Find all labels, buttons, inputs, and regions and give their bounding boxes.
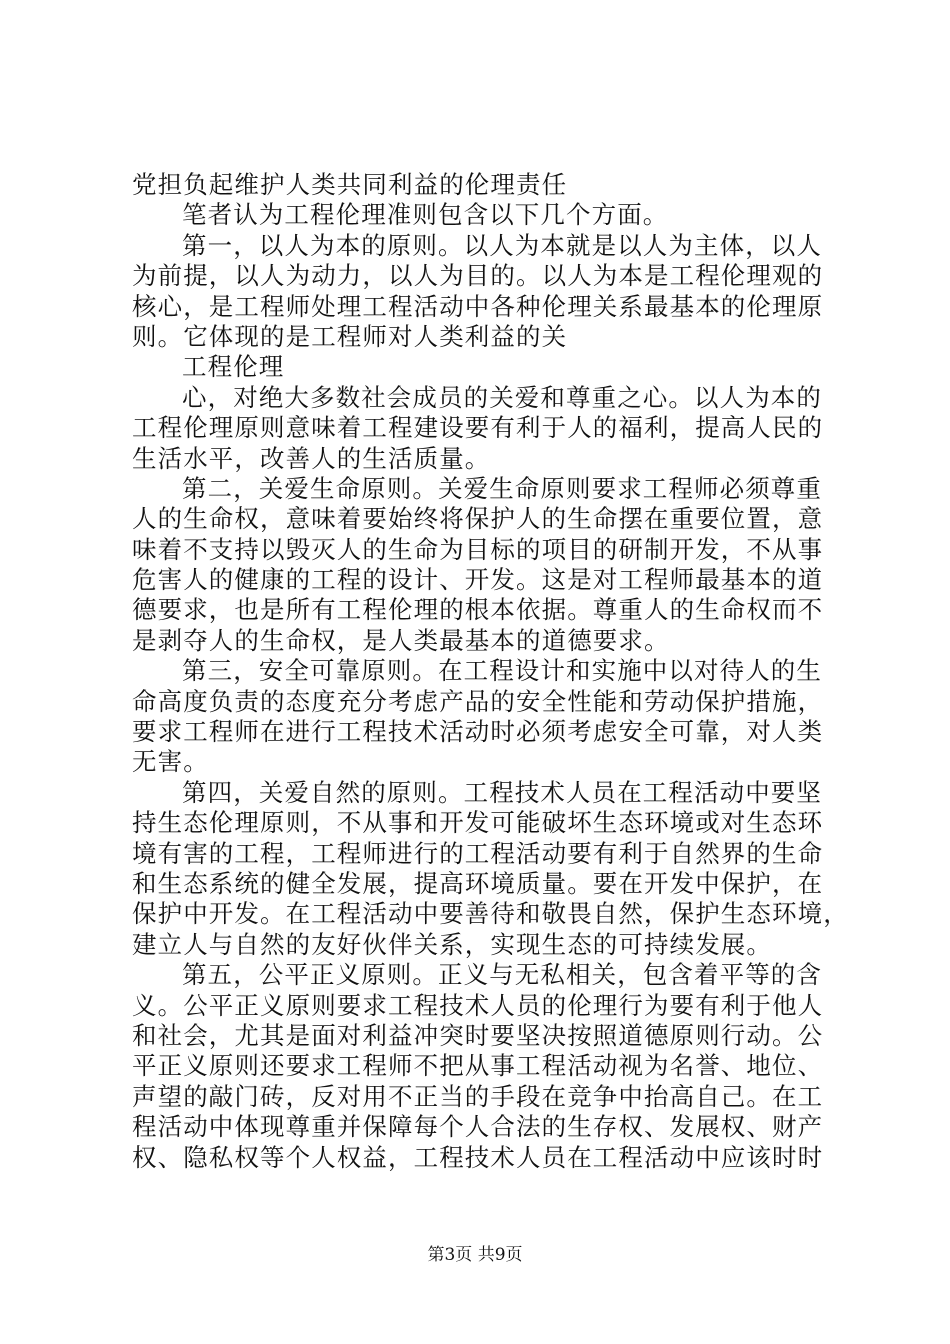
text-line: 权、隐私权等个人权益，工程技术人员在工程活动中应该时时 (132, 1142, 824, 1172)
text-line: 人的生命权，意味着要始终将保护人的生命摆在重要位置，意 (132, 504, 824, 534)
text-line: 是剥夺人的生命权，是人类最基本的道德要求。 (132, 625, 670, 655)
text-line: 工程伦理 (182, 352, 285, 382)
text-line: 为前提，以人为动力，以人为目的。以人为本是工程伦理观的 (132, 261, 824, 291)
text-line: 核心，是工程师处理工程活动中各种伦理关系最基本的伦理原 (132, 291, 824, 321)
text-line: 要求工程师在进行工程技术活动时必须考虑安全可靠，对人类 (132, 717, 824, 747)
page-number-footer: 第3页 共9页 (427, 1245, 523, 1265)
text-line: 则。它体现的是工程师对人类利益的关 (132, 321, 568, 351)
text-line: 持生态伦理原则，不从事和开发可能破坏生态环境或对生态环 (132, 808, 824, 838)
text-line: 工程伦理原则意味着工程建设要有利于人的福利，提高人民的 (132, 413, 824, 443)
text-line: 境有害的工程，工程师进行的工程活动要有利于自然界的生命 (132, 838, 824, 868)
text-line: 第四，关爱自然的原则。工程技术人员在工程活动中要坚 (182, 777, 822, 807)
text-line: 味着不支持以毁灭人的生命为目标的项目的研制开发，不从事 (132, 534, 824, 564)
text-line: 平正义原则还要求工程师不把从事工程活动视为名誉、地位、 (132, 1051, 824, 1081)
text-line: 无害。 (132, 747, 209, 777)
text-line: 和生态系统的健全发展，提高环境质量。要在开发中保护，在 (132, 868, 824, 898)
text-line: 第五，公平正义原则。正义与无私相关，包含着平等的含 (182, 960, 822, 990)
text-line: 声望的敲门砖，反对用不正当的手段在竞争中抬高自己。在工 (132, 1081, 824, 1111)
text-line: 建立人与自然的友好伙伴关系，实现生态的可持续发展。 (132, 929, 772, 959)
text-line: 第一，以人为本的原则。以人为本就是以人为主体，以人 (182, 230, 822, 260)
text-line: 危害人的健康的工程的设计、开发。这是对工程师最基本的道 (132, 565, 824, 595)
text-line: 党担负起维护人类共同利益的伦理责任 (132, 170, 568, 199)
text-line: 笔者认为工程伦理准则包含以下几个方面。 (182, 200, 669, 230)
text-line: 保护中开发。在工程活动中要善待和敬畏自然，保护生态环境， (132, 899, 849, 929)
document-body (132, 170, 849, 1173)
text-line: 心，对绝大多数社会成员的关爱和尊重之心。以人为本的 (182, 382, 822, 412)
text-line: 程活动中体现尊重并保障每个人合法的生存权、发展权、财产 (132, 1112, 824, 1142)
text-line: 和社会，尤其是面对利益冲突时要坚决按照道德原则行动。公 (132, 1020, 824, 1050)
text-line: 第二，关爱生命原则。关爱生命原则要求工程师必须尊重 (182, 473, 822, 503)
text-line: 德要求，也是所有工程伦理的根本依据。尊重人的生命权而不 (132, 595, 824, 625)
text-line: 义。公平正义原则要求工程技术人员的伦理行为要有利于他人 (132, 990, 824, 1020)
text-line: 生活水平，改善人的生活质量。 (132, 443, 491, 473)
text-line: 命高度负责的态度充分考虑产品的安全性能和劳动保护措施， (132, 686, 824, 716)
text-line: 第三，安全可靠原则。在工程设计和实施中以对待人的生 (182, 656, 822, 686)
